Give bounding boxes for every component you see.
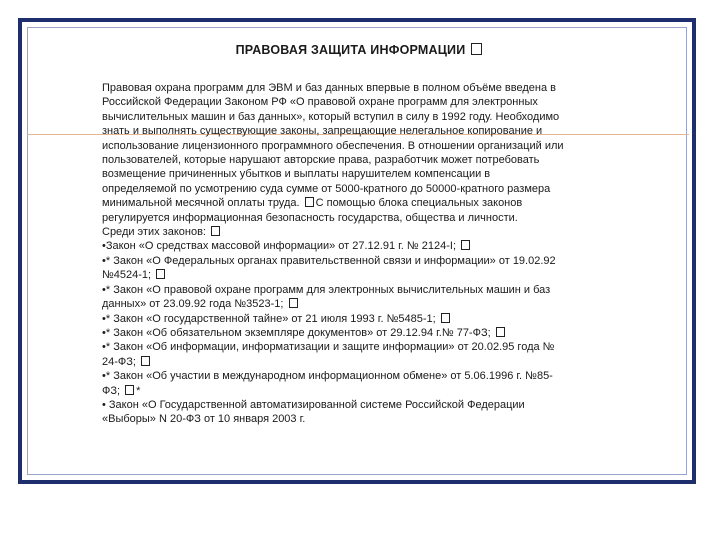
missing-glyph-box-icon	[289, 298, 298, 308]
intro-paragraph	[102, 81, 612, 225]
laws-heading: Среди этих законов:	[102, 226, 206, 239]
intro-line: минимальной месячной оплаты труда.	[102, 197, 300, 210]
missing-glyph-box-icon	[305, 197, 314, 207]
missing-glyph-box-icon	[471, 43, 482, 55]
missing-glyph-box-icon	[125, 385, 134, 395]
missing-glyph-box-icon	[496, 327, 505, 337]
law-item-continuation	[102, 297, 612, 311]
laws-list	[102, 225, 612, 427]
law-item: •* Закон «Об участии в международном информационном обмене» от 5.06.1996 г. №85-	[102, 370, 553, 383]
law-item: • Закон «О Государственной автоматизированной системе Российской Федерации	[102, 398, 525, 411]
intro-line: пользователей, которые нарушают авторские права, разработчик может потребовать	[102, 154, 540, 167]
law-item-continuation	[102, 268, 612, 282]
law-item: •* Закон «О Федеральных органах правительственной связи и информации» от 19.02.92	[102, 254, 556, 267]
missing-glyph-box-icon	[141, 356, 150, 366]
asterisk-marker: *	[136, 384, 141, 397]
page-title-text: ПРАВОВАЯ ЗАЩИТА ИНФОРМАЦИИ	[235, 43, 466, 57]
law-item	[102, 312, 612, 326]
intro-line: знать и выполнять существующие законы, запрещающие нелегальное копирование и	[102, 125, 543, 138]
law-item-text: 24-ФЗ;	[102, 355, 136, 368]
missing-glyph-box-icon	[156, 269, 165, 279]
law-item-continuation	[102, 355, 612, 369]
law-item: •* Закон «Об информации, информатизации и защите информации» от 20.02.95 года №	[102, 341, 555, 354]
page-title	[0, 43, 720, 57]
intro-line: регулируется информационная безопасность государства, общества и личности.	[102, 211, 518, 224]
intro-line-with-box	[102, 196, 612, 210]
missing-glyph-box-icon	[461, 240, 470, 250]
intro-line: определяемой по усмотрению суда сумме от 5000-кратного до 50000-кратного размера	[102, 182, 551, 195]
law-item-text: •* Закон «Об обязательном экземпляре документов» от 29.12.94 г.№ 77-ФЗ;	[102, 326, 491, 339]
law-item-continuation: «Выборы» N 20-ФЗ от 10 января 2003 г.	[102, 413, 306, 426]
intro-line: вычислительных машин и баз данных», который вступил в силу в 1992 году. Необходимо	[102, 110, 560, 123]
intro-line: возмещение причиненных убытков и выплаты нарушителем компенсации в	[102, 168, 491, 181]
law-item-continuation	[102, 384, 612, 398]
law-item-text: ФЗ;	[102, 384, 121, 397]
law-item: •* Закон «О правовой охране программ для электронных вычислительных машин и баз	[102, 283, 551, 296]
intro-line: Правовая охрана программ для ЭВМ и баз данных впервые в полном объёме введена в	[102, 82, 557, 94]
law-item-text: данных» от 23.09.92 года №3523-1;	[102, 298, 284, 311]
laws-heading-line	[102, 225, 612, 239]
law-item	[102, 239, 612, 253]
law-item-text: •* Закон «О государственной тайне» от 21 июля 1993 г. №5485-1;	[102, 312, 436, 325]
missing-glyph-box-icon	[211, 226, 220, 236]
law-item	[102, 326, 612, 340]
intro-line-tail: С помощью блока специальных законов	[315, 197, 523, 210]
law-item-text: •Закон «О средствах массовой информации» от 27.12.91 г. № 2124-I;	[102, 240, 457, 253]
body-text	[102, 81, 612, 427]
law-item-text: №4524-1;	[102, 269, 152, 282]
intro-line: использование лицензионного программного обеспечения. В отношении организаций или	[102, 139, 564, 152]
missing-glyph-box-icon	[441, 313, 450, 323]
intro-line: Российской Федерации Законом РФ «О правовой охране программ для электронных	[102, 96, 538, 109]
